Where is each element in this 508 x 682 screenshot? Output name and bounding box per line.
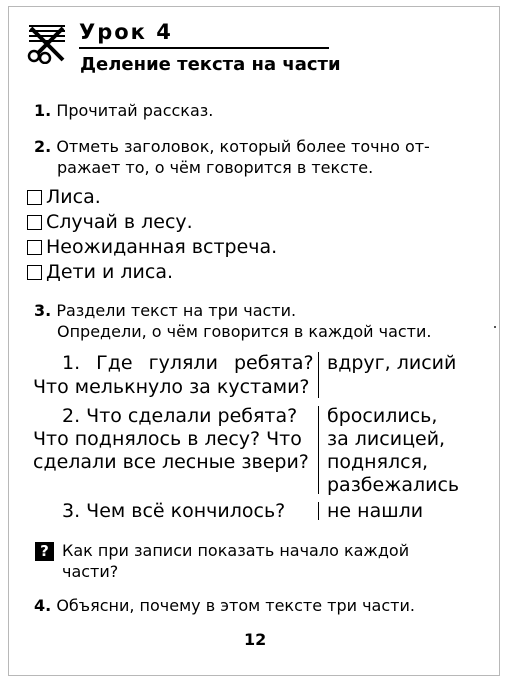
table-divider-3 [318, 502, 319, 520]
task2-text: Отметь заголовок, который более точно от- [56, 137, 430, 156]
task2-number: 2. [34, 137, 52, 156]
option-checkbox-3[interactable] [27, 236, 277, 258]
task2-line-2: ражает то, о чём говорится в тексте. [57, 158, 374, 177]
checkbox[interactable] [27, 265, 42, 280]
table-left-1: 1. Где гуляли ребята? [62, 352, 314, 374]
checkbox[interactable] [27, 240, 42, 255]
task3-line-2: Определи, о чём говорится в каждой части. [57, 322, 432, 341]
table-divider-2 [318, 406, 319, 494]
task1-text: Прочитай рассказ. [56, 101, 214, 120]
table-left-3: 2. Что сделали ребята? [62, 405, 298, 427]
task4-text: Объясни, почему в этом тексте три части. [56, 596, 415, 615]
table-right-4: поднялся, [327, 451, 429, 473]
question-line-1: Как при записи показать начало каждой [62, 541, 410, 560]
table-right-2: бросились, [327, 405, 438, 427]
task4-number: 4. [34, 596, 52, 615]
table-left-6: 3. Чем всё кончилось? [62, 500, 286, 522]
question-line-2: части? [62, 562, 119, 581]
question-icon: ? [35, 542, 54, 561]
table-divider-1 [318, 352, 319, 398]
option-label: Дети и лиса. [46, 261, 173, 283]
task2-line-1 [34, 137, 430, 156]
table-right-5: разбежались [327, 474, 460, 496]
task1-number: 1. [34, 101, 52, 120]
option-label: Случай в лесу. [46, 211, 193, 233]
task3-number: 3. [34, 301, 52, 320]
table-left-2: Что мелькнуло за кустами? [33, 376, 310, 398]
task1 [34, 101, 213, 120]
lesson-title: Деление текста на части [80, 54, 341, 75]
checkbox[interactable] [27, 190, 42, 205]
table-right-6: не нашли [327, 500, 424, 522]
task4 [34, 596, 415, 615]
option-checkbox-4[interactable] [27, 261, 173, 283]
option-checkbox-2[interactable] [27, 211, 193, 233]
task3-text: Раздели текст на три части. [56, 301, 297, 320]
option-checkbox-1[interactable] [27, 186, 101, 208]
task3-line-1 [34, 301, 296, 320]
table-right-1: вдруг, лисий [327, 352, 457, 374]
lesson-rule [79, 47, 329, 49]
table-left-5: сделали все лесные звери? [33, 451, 309, 473]
scissors-icon [25, 20, 69, 64]
checkbox[interactable] [27, 215, 42, 230]
table-left-4: Что поднялось в лесу? Что [33, 428, 302, 450]
lesson-label: Урок 4 [79, 20, 173, 44]
option-label: Неожиданная встреча. [46, 236, 278, 258]
option-label: Лиса. [46, 186, 101, 208]
table-right-3: за лисицей, [327, 428, 446, 450]
page-number: 12 [244, 630, 267, 649]
speck [494, 326, 496, 328]
